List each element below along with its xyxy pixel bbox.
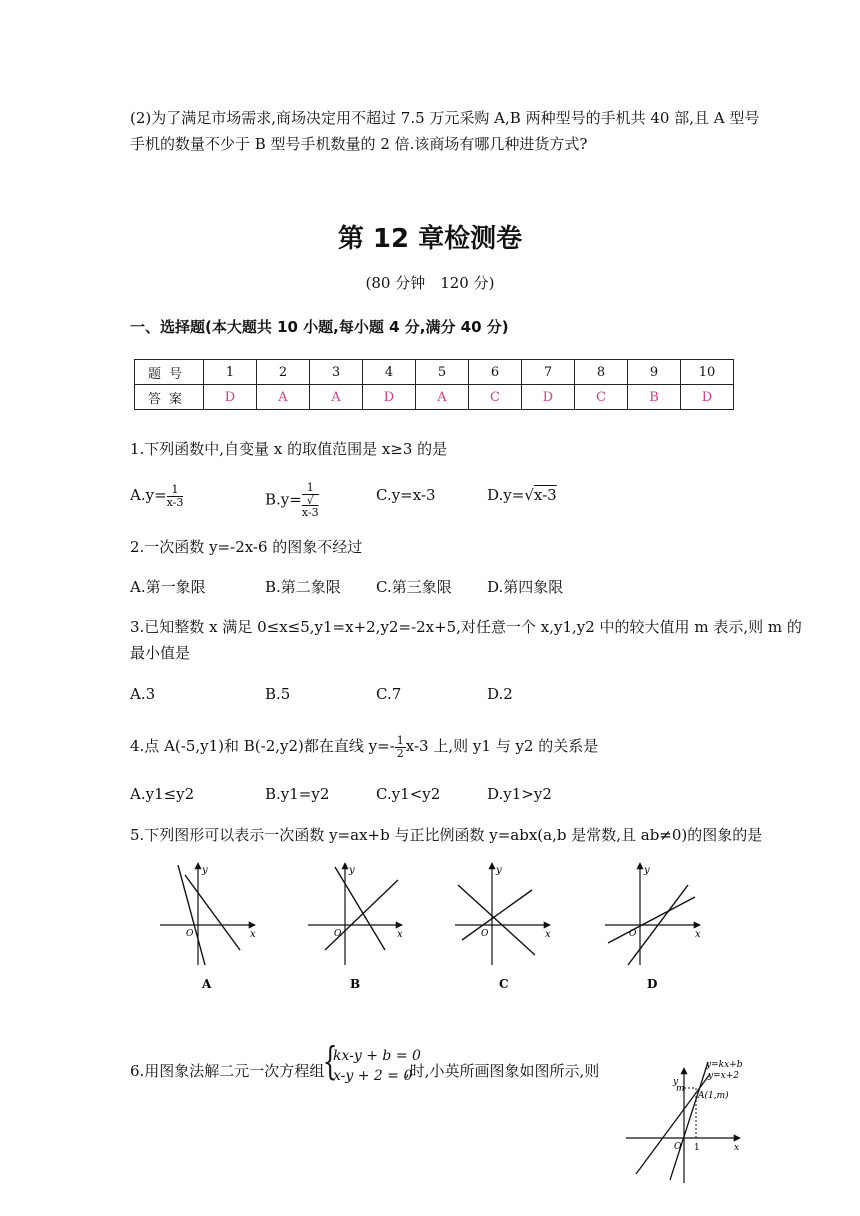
q6-graph xyxy=(618,1050,748,1185)
prev-question-line2: 手机的数量不少于 B 型号手机数量的 2 倍.该商场有哪几种进货方式? xyxy=(130,135,588,153)
answer-table-answer: D xyxy=(204,385,257,410)
q2-stem: 2.一次函数 y=-2x-6 的图象不经过 xyxy=(130,538,363,556)
fraction-numerator: 1 xyxy=(167,484,184,497)
q6-m-label: m xyxy=(676,1084,685,1094)
q1-option-c: C.y=x-3 xyxy=(376,486,436,504)
fraction-denominator: √ x-3 xyxy=(301,494,319,519)
q1-option-d-prefix: D.y= xyxy=(487,486,525,504)
axis-y-label: y xyxy=(202,865,208,876)
answer-table-answer: D xyxy=(363,385,416,410)
answer-table-number: 6 xyxy=(469,360,522,385)
fraction xyxy=(167,484,184,509)
brace: { xyxy=(322,1039,338,1083)
q6-stem xyxy=(130,1058,324,1084)
q6-equation-1: kx-y + b = 0 xyxy=(333,1048,421,1064)
q5-stem: 5.下列图形可以表示一次函数 y=ax+b 与正比例函数 y=abx(a,b 是常数,且 ab≠0)的图象的是 xyxy=(130,826,763,844)
answer-table-number: 8 xyxy=(575,360,628,385)
q1-stem: 1.下列函数中,自变量 x 的取值范围是 x≥3 的是 xyxy=(130,440,448,458)
q2-option-d: D.第四象限 xyxy=(487,578,564,596)
answer-table-answer: D xyxy=(522,385,575,410)
fraction xyxy=(395,735,406,760)
q1-option-b xyxy=(265,482,319,519)
q6-stem-pre: 6.用图象法解二元一次方程组 xyxy=(130,1062,325,1080)
axis-x-label: x xyxy=(695,929,701,940)
q2-option-a: A.第一象限 xyxy=(130,578,206,596)
q3-option-d: D.2 xyxy=(487,685,513,703)
answer-table-number: 5 xyxy=(416,360,469,385)
answer-table-number: 3 xyxy=(310,360,363,385)
answer-table-number: 2 xyxy=(257,360,310,385)
q3-option-b: B.5 xyxy=(265,685,291,703)
q4-option-a: A.y1≤y2 xyxy=(130,785,195,803)
origin-label: O xyxy=(674,1142,682,1152)
axis-y-label: y xyxy=(496,865,502,876)
answer-table-header: 题号 xyxy=(135,360,204,385)
q5-graphs xyxy=(140,855,720,1000)
q6-equation-2: x-y + 2 = 0 xyxy=(333,1068,413,1084)
q4-option-b: B.y1=y2 xyxy=(265,785,330,803)
answer-table-answer: D xyxy=(681,385,734,410)
answer-table xyxy=(134,359,734,410)
answer-table-number: 7 xyxy=(522,360,575,385)
q2-option-b: B.第二象限 xyxy=(265,578,341,596)
q1-option-a xyxy=(130,482,183,509)
axis-y-label: y xyxy=(673,1077,679,1087)
fraction xyxy=(302,482,319,519)
page-title: 第 12 章检测卷 xyxy=(337,224,523,254)
q1-option-a-prefix: A.y= xyxy=(130,486,167,504)
section-heading: 一、选择题(本大题共 10 小题,每小题 4 分,满分 40 分) xyxy=(130,318,509,336)
q4-option-d: D.y1>y2 xyxy=(487,785,552,803)
graph-label-c: C xyxy=(499,977,509,991)
graph-label-d: D xyxy=(647,977,658,991)
answer-table-number: 1 xyxy=(204,360,257,385)
radicand: x-3 xyxy=(301,506,319,519)
q6-line2-label: y=x+2 xyxy=(708,1071,739,1081)
q6-one-label: 1 xyxy=(694,1143,700,1153)
q4-stem xyxy=(130,733,598,760)
q6-point-label: A(1,m) xyxy=(698,1091,729,1101)
q3-stem-line2: 最小值是 xyxy=(130,644,191,662)
answer-table-answer: B xyxy=(628,385,681,410)
axis-x-label: x xyxy=(545,929,551,940)
answer-table-number-row xyxy=(135,360,734,385)
q4-stem-pre: 4.点 A(-5,y1)和 B(-2,y2)都在直线 y=- xyxy=(130,737,395,755)
q3-stem-line1: 3.已知整数 x 满足 0≤x≤5,y1=x+2,y2=-2x+5,对任意一个 x,y1,y2 中的较大值用 m 表示,则 m 的 xyxy=(130,618,802,636)
fraction-denominator: x-3 xyxy=(166,495,184,509)
q5-graph-c xyxy=(455,863,551,991)
axis-x-label: x xyxy=(397,929,403,940)
answer-table-number: 10 xyxy=(681,360,734,385)
q1-option-d: D.y=√x-3 xyxy=(487,486,557,504)
origin-label: O xyxy=(334,929,342,939)
axis-x-label: x xyxy=(734,1143,740,1153)
answer-table-answer: A xyxy=(310,385,363,410)
fraction-denominator: 2 xyxy=(396,746,404,760)
answer-table-answer: A xyxy=(416,385,469,410)
q5-graph-a xyxy=(160,863,256,991)
answer-table-answer: C xyxy=(575,385,628,410)
answer-table-header: 答案 xyxy=(135,385,204,410)
origin-label: O xyxy=(629,929,637,939)
q2-option-c: C.第三象限 xyxy=(376,578,452,596)
graph-label-b: B xyxy=(350,977,361,991)
answer-table-answer-row xyxy=(135,385,734,410)
fraction-numerator: 1 xyxy=(396,733,404,747)
radicand: x-3 xyxy=(533,486,557,504)
q5-graph-b xyxy=(308,863,403,991)
answer-table-answer: A xyxy=(257,385,310,410)
origin-label: O xyxy=(481,929,489,939)
q6-line1-label: y=kx+b xyxy=(706,1060,743,1070)
prev-question-line1: (2)为了满足市场需求,商场决定用不超过 7.5 万元采购 A,B 两种型号的手机共 40 部,且 A 型号 xyxy=(130,109,760,127)
origin-label: O xyxy=(186,929,194,939)
q1-option-b-prefix: B.y= xyxy=(265,490,302,509)
q3-option-c: C.7 xyxy=(376,685,402,703)
answer-table-number: 9 xyxy=(628,360,681,385)
q5-graph-d xyxy=(605,863,701,991)
answer-table-answer: C xyxy=(469,385,522,410)
q3-option-a: A.3 xyxy=(130,685,156,703)
q4-stem-post: x-3 上,则 y1 与 y2 的关系是 xyxy=(405,737,599,755)
axis-x-label: x xyxy=(250,929,256,940)
answer-table-number: 4 xyxy=(363,360,416,385)
fraction-numerator: 1 xyxy=(302,482,319,495)
graph-label-a: A xyxy=(202,977,212,991)
q4-option-c: C.y1<y2 xyxy=(376,785,441,803)
q6-stem-post: ,时,小英所画图象如图所示,则 xyxy=(405,1062,600,1080)
axis-y-label: y xyxy=(349,865,355,876)
axis-y-label: y xyxy=(644,865,650,876)
page-subtitle: (80 分钟 120 分) xyxy=(365,274,495,292)
